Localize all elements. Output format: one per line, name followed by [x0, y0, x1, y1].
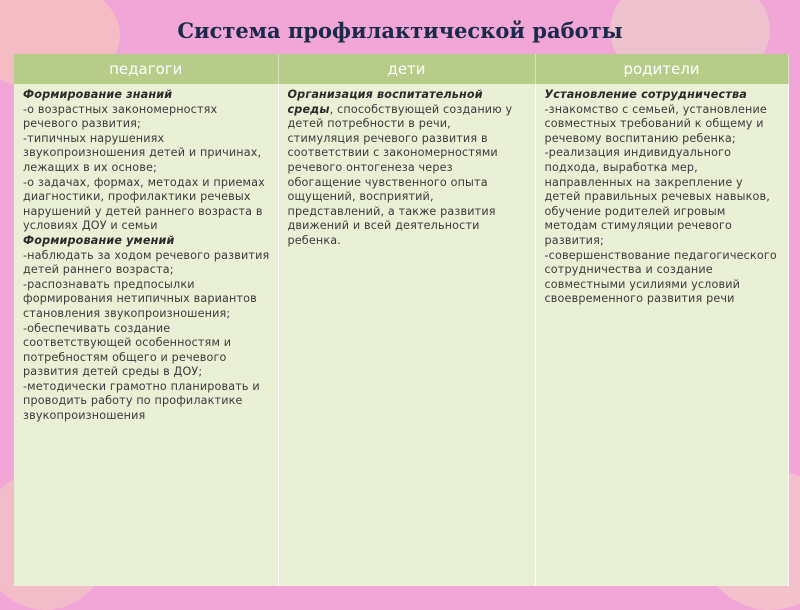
- list-item: -о задачах, формах, методах и приемах диагностики, профилактики речевых нарушений у детей раннего возраста в условиях ДОУ и семьи: [23, 175, 265, 233]
- list-item: -реализация индивидуального подхода, выработка мер, направленных на закрепление у детей правильных речевых навыков, обучение родителей игровым методам стимуляции речевого развития;: [544, 146, 770, 247]
- column-header-children: дети: [278, 54, 535, 84]
- list-item: -методически грамотно планировать и проводить работу по профилактике звукопроизношения: [23, 379, 260, 423]
- cell-parents: [535, 84, 788, 586]
- heading-cooperation: Установление сотрудничества: [544, 88, 747, 101]
- cell-teachers: [14, 84, 278, 586]
- column-header-teachers: педагоги: [14, 54, 278, 84]
- prevention-system-table: [14, 54, 789, 586]
- list-item: -о возрастных закономерностях речевого развития;: [23, 102, 218, 131]
- heading-environment: Организация воспитательной среды: [287, 88, 483, 116]
- list-item: -обеспечивать создание соответствующей особенностям и потребностям общего и речевого развития детей среды в ДОУ;: [23, 321, 232, 379]
- table-header-row: [14, 54, 788, 84]
- list-item: -наблюдать за ходом речевого развития детей раннего возраста;: [23, 248, 270, 277]
- cell-children: [278, 84, 535, 586]
- heading-knowledge: Формирование знаний: [23, 88, 173, 101]
- table-row: [14, 84, 788, 586]
- list-item: -знакомство с семьей, установление совместных требований к общему и речевому воспитанию ребенка;: [544, 102, 767, 145]
- list-item: -совершенствование педагогического сотрудничества и создание совместными усилиями условий своевременного развития речи: [544, 248, 777, 306]
- children-description: , способствующей созданию у детей потребности в речи, стимуляция речевого развития в соответствии с закономерностями речевого онтогенеза через обогащение чувственного опыта ощущений, восприятий, представлений, а также развития движений и всей деятельности ребенка.: [287, 102, 513, 247]
- page-title: Система профилактической работы: [177, 18, 623, 43]
- heading-skills: Формирование умений: [23, 233, 175, 247]
- column-header-parents: родители: [535, 54, 788, 84]
- list-item: -типичных нарушениях звукопроизношения детей и причинах, лежащих в их основе;: [23, 131, 262, 174]
- list-item: -распознавать предпосылки формирования нетипичных вариантов становления звукопроизношения;: [23, 277, 257, 320]
